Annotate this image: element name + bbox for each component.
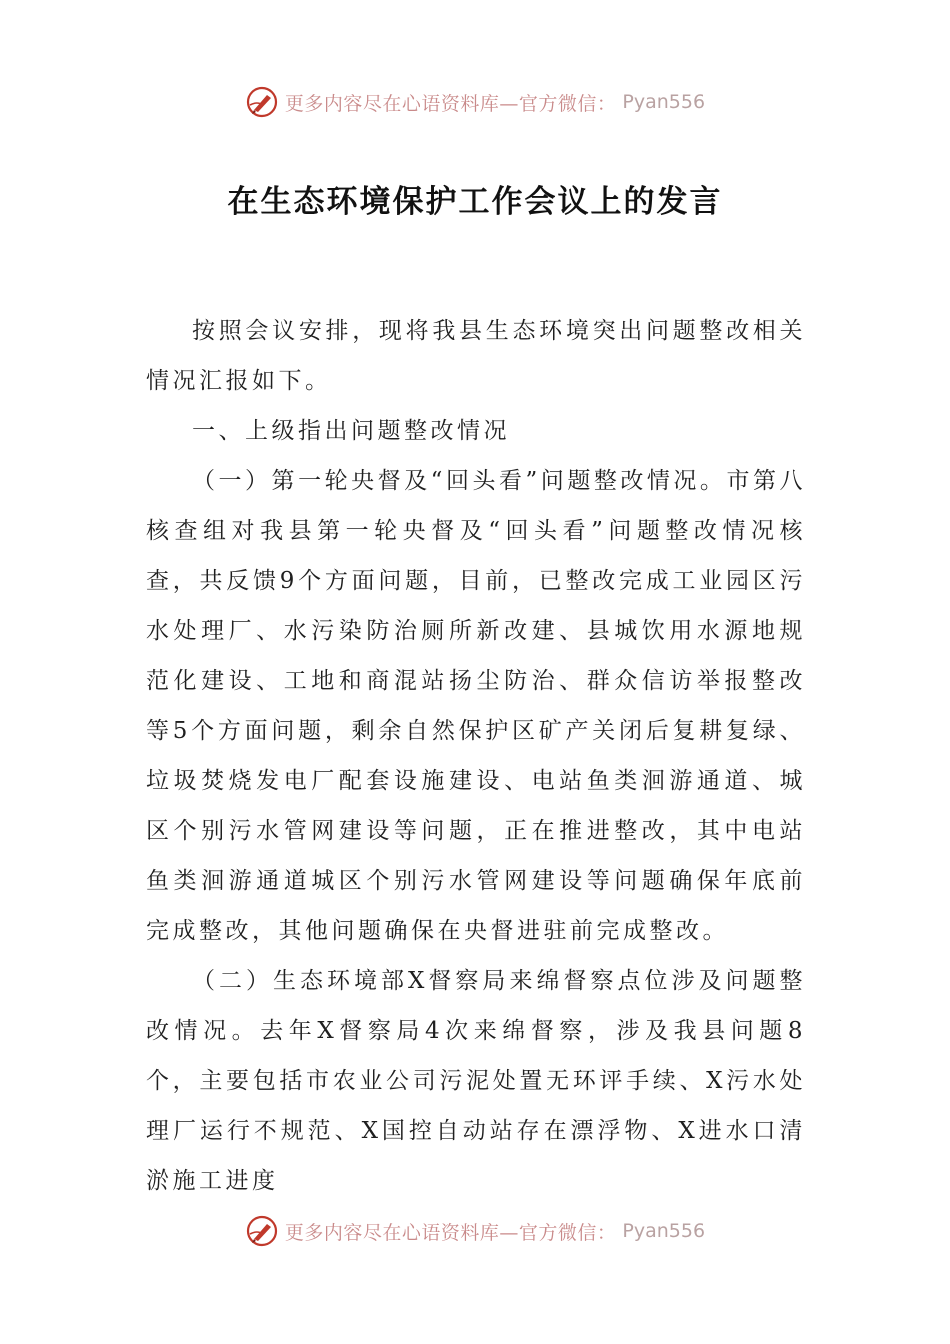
- paragraph-subsection-1: （一）第一轮央督及“回头看”问题整改情况。市第八核查组对我县第一轮央督及“回头看”问题整改情况核查，共反馈9个方面问题，目前，已整改完成工业园区污水处理厂、水污染防治厕所新改建、县城饮用水源地规范化建设、工地和商混站扬尘防治、群众信访举报整改等5个方面问题，剩余自然保护区矿产关闭后复耕复绿、垃圾焚烧发电厂配套设施建设、电站鱼类洄游通道、城区个别污水管网建设等问题，正在推进整改，其中电站鱼类洄游通道城区个别污水管网建设等问题确保年底前完成整改，其他问题确保在央督进驻前完成整改。: [146, 468, 806, 944]
- pen-nib-circle-icon: [245, 1214, 279, 1248]
- watermark-text: 更多内容尽在心语资料库—官方微信：: [284, 92, 617, 115]
- pen-nib-circle-icon: [245, 85, 279, 119]
- document-title: 在生态环境保护工作会议上的发言: [227, 184, 723, 220]
- paragraph-subsection-2: （二）生态环境部X督察局来绵督察点位涉及问题整改情况。去年X督察局4次来绵督察，涉及我县问题8个，主要包括市农业公司污泥处置无环评手续、X污水处理厂运行不规范、X国控自动站存在漂浮物、X进水口清淤施工进度: [146, 968, 806, 1194]
- footer-watermark: [0, 1213, 950, 1249]
- document-body: [146, 306, 806, 1206]
- section-heading-1: 一、上级指出问题整改情况: [192, 418, 510, 444]
- watermark-wechat-id: Pyan556: [622, 91, 706, 113]
- watermark-text: 更多内容尽在心语资料库—官方微信：: [284, 1221, 617, 1244]
- paragraph-intro: 按照会议安排，现将我县生态环境突出问题整改相关情况汇报如下。: [146, 318, 806, 394]
- watermark-wechat-id: Pyan556: [622, 1220, 706, 1242]
- header-watermark: [0, 84, 950, 120]
